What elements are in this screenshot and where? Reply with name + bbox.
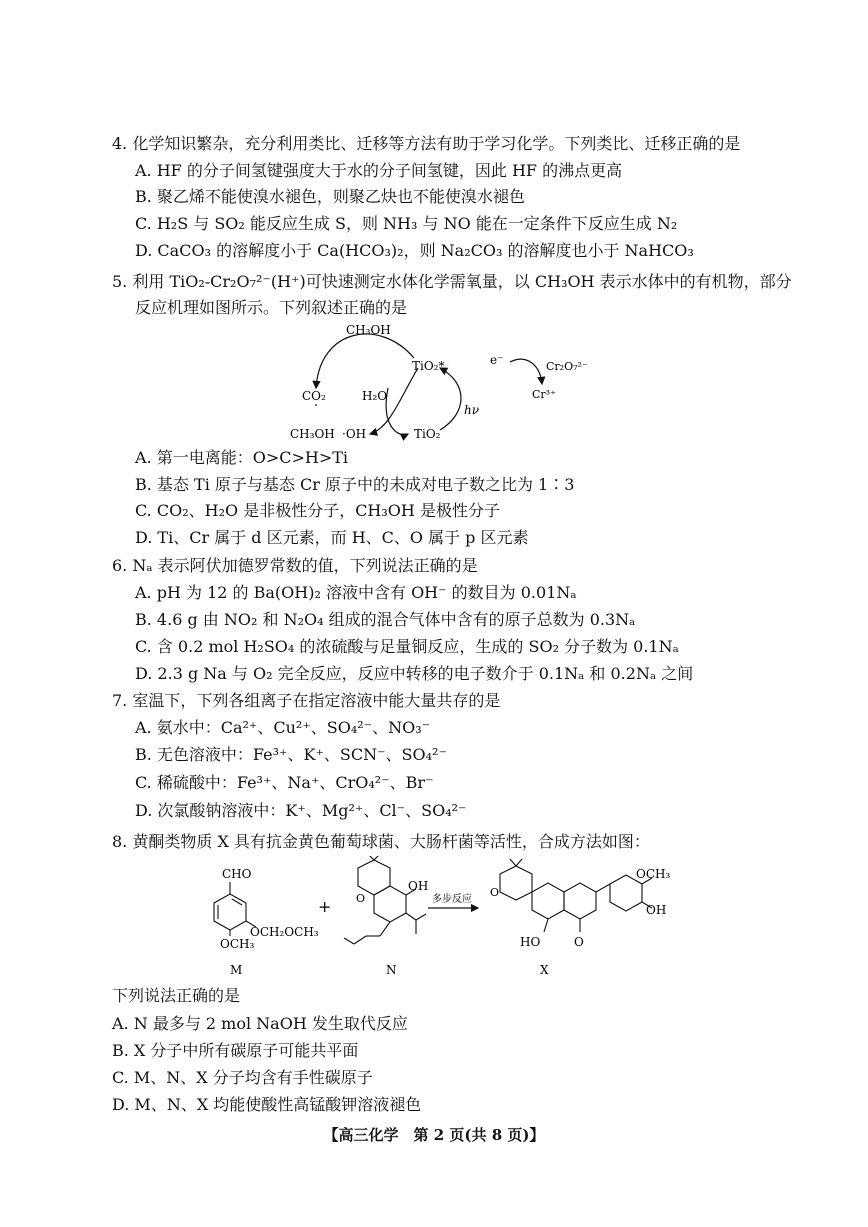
n-o: O [356, 892, 366, 905]
question-4-option-b: B. 聚乙烯不能使溴水褪色，则聚乙炔也不能使溴水褪色 [135, 187, 525, 206]
arrow-text: 多步反应 [432, 894, 472, 905]
x-och3: OCH₃ [636, 867, 670, 881]
question-7-option-d: D. 次氯酸钠溶液中：K⁺、Mg²⁺、Cl⁻、SO₄²⁻ [135, 801, 467, 820]
arc-tio2star-to-co2 [316, 334, 414, 388]
question-7-stem: 7. 室温下，下列各组离子在指定溶液中能大量共存的是 [112, 691, 501, 710]
plus-sign: + [318, 897, 332, 916]
reaction-mechanism-diagram [290, 318, 590, 448]
question-7-option-b: B. 无色溶液中：Fe³⁺、K⁺、SCN⁻、SO₄²⁻ [135, 745, 447, 764]
question-7-option-a: A. 氨水中：Ca²⁺、Cu²⁺、SO₄²⁻、NO₃⁻ [135, 718, 431, 737]
question-5-option-d: D. Ti、Cr 属于 d 区元素，而 H、C、O 属于 p 区元素 [135, 528, 529, 547]
diagram-ch3oh-bottom: CH₃OH [290, 427, 335, 441]
question-5-stem-line1: 5. 利用 TiO₂-Cr₂O₇²⁻(H⁺)可快速测定水体化学需氧量，以 CH₃OH 表示水体中的有机物，部分 [112, 272, 792, 291]
m-och2och3: OCH₂OCH₃ [250, 925, 319, 939]
diagram-electron: e⁻ [490, 353, 504, 367]
arc-hv [440, 368, 461, 430]
arc-h2o-to-tio2 [386, 388, 408, 435]
diagram-hv: hν [464, 403, 480, 417]
arc-electron-to-cr [510, 359, 542, 384]
question-8-option-d: D. M、N、X 均能使酸性高锰酸钾溶液褪色 [112, 1095, 422, 1114]
question-8-sub-stem: 下列说法正确的是 [112, 986, 241, 1005]
question-8-option-b: B. X 分子中所有碳原子可能共平面 [112, 1041, 359, 1060]
m-och3: OCH₃ [220, 937, 255, 951]
question-6-option-a: A. pH 为 12 的 Ba(OH)₂ 溶液中含有 OH⁻ 的数目为 0.01Nₐ [135, 583, 577, 602]
molecule-x [500, 859, 652, 932]
x-ho: HO [520, 935, 541, 949]
diagram-cr3: Cr³⁺ [532, 388, 556, 401]
question-8-stem: 8. 黄酮类物质 X 具有抗金黄色葡萄球菌、大肠杆菌等活性，合成方法如图： [112, 832, 650, 851]
question-4-option-c: C. H₂S 与 SO₂ 能反应生成 S，则 NH₃ 与 NO 能在一定条件下反应生成 N₂ [135, 214, 678, 233]
diagram-ch3oh-top: CH₃OH [346, 323, 391, 337]
question-5-stem-line2: 反应机理如图所示。下列叙述正确的是 [135, 298, 408, 317]
x-oh: OH [646, 903, 667, 917]
x-o2: O [574, 935, 584, 949]
diagram-oh-radical: ·OH [342, 427, 367, 441]
question-8-option-c: C. M、N、X 分子均含有手性碳原子 [112, 1068, 373, 1087]
question-5-option-c: C. CO₂、H₂O 是非极性分子，CH₃OH 是极性分子 [135, 501, 500, 520]
question-6-option-b: B. 4.6 g 由 NO₂ 和 N₂O₄ 组成的混合气体中含有的原子总数为 0.3Nₐ [135, 610, 636, 629]
question-4-stem: 4. 化学知识繁杂，充分利用类比、迁移等方法有助于学习化学。下列类比、迁移正确的是 [112, 134, 741, 153]
diagram-cr2o7: Cr₂O₇²⁻ [546, 360, 588, 373]
question-6-option-d: D. 2.3 g Na 与 O₂ 完全反应，反应中转移的电子数介于 0.1Nₐ 和 0.2Nₐ 之间 [135, 664, 694, 683]
diagram-tio2-star: TiO₂* [412, 359, 445, 373]
x-o: O [490, 886, 500, 899]
question-6-option-c: C. 含 0.2 mol H₂SO₄ 的浓硫酸与足量铜反应，生成的 SO₂ 分子数为 0.1Nₐ [135, 637, 679, 656]
question-8-option-a: A. N 最多与 2 mol NaOH 发生取代反应 [112, 1014, 408, 1033]
question-4-option-a: A. HF 的分子间氢键强度大于水的分子间氢键，因此 HF 的沸点更高 [135, 161, 623, 180]
question-5-option-b: B. 基态 Ti 原子与基态 Cr 原子中的未成对电子数之比为 1∶3 [135, 475, 575, 494]
n-oh: OH [408, 879, 429, 893]
diagram-tio2: TiO₂ [414, 427, 441, 441]
question-7-option-c: C. 稀硫酸中：Fe³⁺、Na⁺、CrO₄²⁻、Br⁻ [135, 773, 434, 792]
m-label: M [230, 963, 243, 977]
synthesis-scheme [200, 856, 670, 982]
question-4-option-d: D. CaCO₃ 的溶解度小于 Ca(HCO₃)₂，则 Na₂CO₃ 的溶解度也小于 NaHCO₃ [135, 241, 694, 260]
question-6-stem: 6. Nₐ 表示阿伏加德罗常数的值，下列说法正确的是 [112, 556, 478, 575]
n-label: N [386, 963, 397, 977]
x-label: X [540, 963, 549, 977]
m-cho: CHO [222, 867, 252, 881]
page-footer: 【高三化学 第 2 页(共 8 页)】 [323, 1126, 545, 1144]
diagram-h2o: H₂O [362, 389, 388, 403]
question-5-option-a: A. 第一电离能：O>C>H>Ti [135, 448, 349, 467]
diagram-co2: CO₂ [302, 389, 326, 403]
